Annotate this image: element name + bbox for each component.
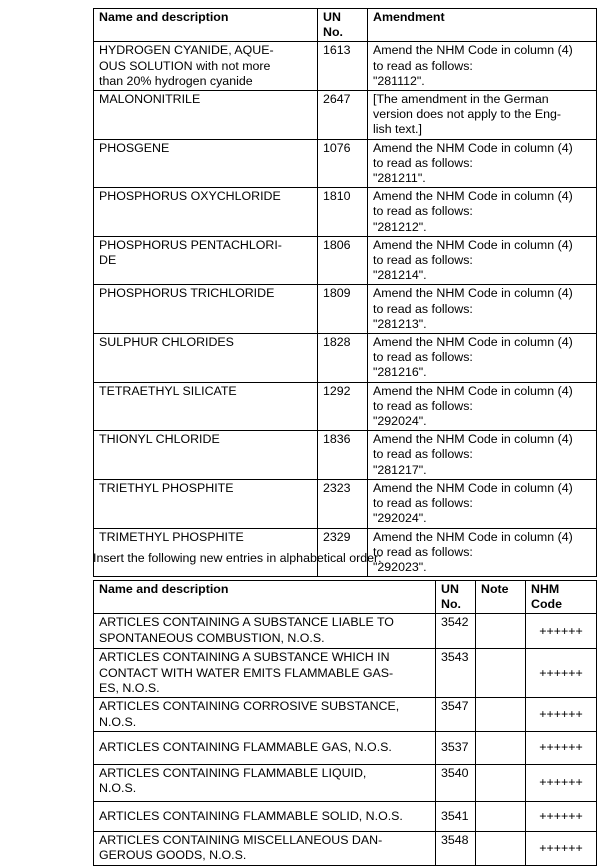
un-number: 1810 [318,188,368,237]
un-number: 1828 [318,334,368,383]
substance-name: PHOSPHORUS TRICHLORIDE [94,285,318,334]
note [476,698,526,731]
substance-name: MALONONITRILE [94,91,318,140]
entry-name: ARTICLES CONTAINING FLAMMABLE LIQUID, N.O.S. [94,764,436,801]
table-row [94,698,597,731]
table-row [94,649,597,698]
table-row [94,382,597,431]
header-name: Name and description [94,581,436,614]
un-number: 3542 [436,614,476,649]
un-number: 1076 [318,139,368,188]
un-number: 3541 [436,801,476,831]
table-row [94,139,597,188]
amendment-text: [The amendment in the German version does not apply to the Eng- lish text.] [368,91,597,140]
un-number: 3547 [436,698,476,731]
nhm-code: ++++++ [526,831,597,865]
nhm-code: ++++++ [526,764,597,801]
header-nhm-code: NHM Code [526,581,597,614]
amendment-text: Amend the NHM Code in column (4) to read as follows: "281216". [368,334,597,383]
new-entries-table [93,580,597,866]
substance-name: PHOSPHORUS OXYCHLORIDE [94,188,318,237]
table-row [94,431,597,480]
amendment-text: Amend the NHM Code in column (4) to read as follows: "281213". [368,285,597,334]
table-row [94,479,597,528]
un-number: 1292 [318,382,368,431]
un-number: 1806 [318,236,368,285]
note [476,831,526,865]
un-number: 3540 [436,764,476,801]
substance-name: PHOSPHORUS PENTACHLORI- DE [94,236,318,285]
note [476,649,526,698]
table-row [94,764,597,801]
un-number: 1809 [318,285,368,334]
table-row [94,91,597,140]
entry-name: ARTICLES CONTAINING A SUBSTANCE LIABLE TO SPONTANEOUS COMBUSTION, N.O.S. [94,614,436,649]
amendment-text: Amend the NHM Code in column (4) to read as follows: "292023". [368,528,597,577]
un-number: 2323 [318,479,368,528]
un-number: 2329 [318,528,368,577]
substance-name: TRIETHYL PHOSPHITE [94,479,318,528]
note [476,801,526,831]
un-number: 3537 [436,731,476,764]
header-note: Note [476,581,526,614]
note [476,731,526,764]
nhm-code: ++++++ [526,731,597,764]
substance-name: TETRAETHYL SILICATE [94,382,318,431]
un-number: 1613 [318,42,368,91]
amendment-text: Amend the NHM Code in column (4) to read as follows: "281217". [368,431,597,480]
table-row [94,614,597,649]
substance-name: TRIMETHYL PHOSPHITE [94,528,318,577]
header-un-no: UN No. [436,581,476,614]
table-row [94,285,597,334]
un-number: 3548 [436,831,476,865]
substance-name: HYDROGEN CYANIDE, AQUE- OUS SOLUTION with not more than 20% hydrogen cyanide [94,42,318,91]
nhm-code: ++++++ [526,649,597,698]
insert-instruction: Insert the following new entries in alphabetical order: [93,551,382,565]
substance-name: PHOSGENE [94,139,318,188]
header-row [94,9,597,42]
header-row [94,581,597,614]
entry-name: ARTICLES CONTAINING FLAMMABLE GAS, N.O.S. [94,731,436,764]
amendment-text: Amend the NHM Code in column (4) to read as follows: "292024". [368,382,597,431]
table-row [94,731,597,764]
table-row [94,188,597,237]
table-row [94,334,597,383]
header-amendment: Amendment [368,9,597,42]
substance-name: SULPHUR CHLORIDES [94,334,318,383]
note [476,764,526,801]
note [476,614,526,649]
entry-name: ARTICLES CONTAINING A SUBSTANCE WHICH IN CONTACT WITH WATER EMITS FLAMMABLE GAS- ES, N.O.S. [94,649,436,698]
table-row [94,42,597,91]
table-row [94,831,597,865]
un-number: 2647 [318,91,368,140]
un-number: 3543 [436,649,476,698]
table-row [94,236,597,285]
amendment-text: Amend the NHM Code in column (4) to read as follows: "292024". [368,479,597,528]
entry-name: ARTICLES CONTAINING CORROSIVE SUBSTANCE, N.O.S. [94,698,436,731]
amendments-table [93,8,597,577]
amendment-text: Amend the NHM Code in column (4) to read as follows: "281112". [368,42,597,91]
entry-name: ARTICLES CONTAINING FLAMMABLE SOLID, N.O.S. [94,801,436,831]
nhm-code: ++++++ [526,614,597,649]
header-name: Name and description [94,9,318,42]
nhm-code: ++++++ [526,698,597,731]
amendment-text: Amend the NHM Code in column (4) to read as follows: "281212". [368,188,597,237]
table-row [94,801,597,831]
substance-name: THIONYL CHLORIDE [94,431,318,480]
nhm-code: ++++++ [526,801,597,831]
un-number: 1836 [318,431,368,480]
amendment-text: Amend the NHM Code in column (4) to read as follows: "281214". [368,236,597,285]
amendment-text: Amend the NHM Code in column (4) to read as follows: "281211". [368,139,597,188]
header-un-no: UN No. [318,9,368,42]
entry-name: ARTICLES CONTAINING MISCELLANEOUS DAN- GEROUS GOODS, N.O.S. [94,831,436,865]
